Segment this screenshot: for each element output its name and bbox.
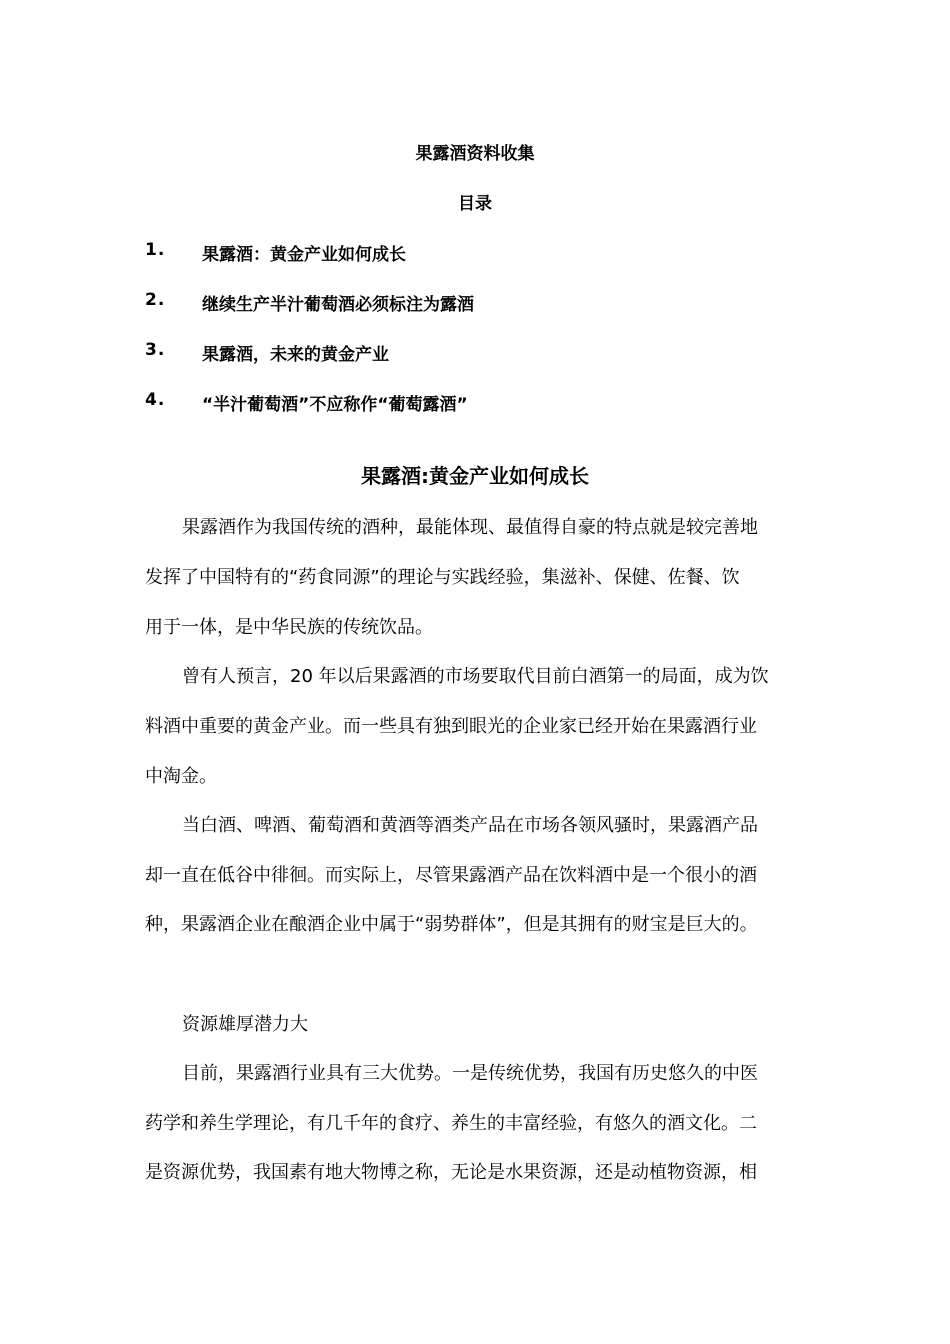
paragraph-line: 料酒中重要的黄金产业。而一些具有独到眼光的企业家已经开始在果露酒行业 <box>145 716 757 737</box>
toc-item-number: 4. <box>145 390 166 410</box>
toc-item-number: 3. <box>145 340 166 360</box>
section-title: 果露酒:黄金产业如何成长 <box>361 464 589 488</box>
paragraph-line: 发挥了中国特有的“药食同源”的理论与实践经验，集滋补、保健、佐餐、饮 <box>145 567 740 588</box>
paragraph-line: 是资源优势，我国素有地大物博之称，无论是水果资源，还是动植物资源，相 <box>145 1162 757 1183</box>
toc-item-text[interactable]: 继续生产半汁葡萄酒必须标注为露酒 <box>202 295 474 315</box>
toc-item-number: 1. <box>145 240 166 260</box>
paragraph-line: 却一直在低谷中徘徊。而实际上，尽管果露酒产品在饮料酒中是一个很小的酒 <box>145 865 757 886</box>
toc-item-number: 2. <box>145 290 166 310</box>
toc-item-text[interactable]: 果露酒：黄金产业如何成长 <box>202 245 406 265</box>
paragraph-line: 曾有人预言，20 年以后果露酒的市场要取代目前白酒第一的局面，成为饮 <box>182 666 769 687</box>
toc-item-text[interactable]: “半汁葡萄酒”不应称作“葡萄露酒” <box>202 395 468 415</box>
document-title: 果露酒资料收集 <box>415 144 535 164</box>
paragraph-line: 药学和养生学理论，有几千年的食疗、养生的丰富经验，有悠久的酒文化。二 <box>145 1113 757 1134</box>
toc-item-text[interactable]: 果露酒，未来的黄金产业 <box>202 345 389 365</box>
paragraph-line: 用于一体，是中华民族的传统饮品。 <box>145 617 433 638</box>
paragraph-line: 目前，果露酒行业具有三大优势。一是传统优势，我国有历史悠久的中医 <box>182 1063 758 1084</box>
subheading: 资源雄厚潜力大 <box>182 1014 308 1035</box>
paragraph-line: 当白酒、啤酒、葡萄酒和黄酒等酒类产品在市场各领风骚时，果露酒产品 <box>182 815 758 836</box>
paragraph-line: 种，果露酒企业在酿酒企业中属于“弱势群体”，但是其拥有的财宝是巨大的。 <box>145 914 758 935</box>
paragraph-line: 中淘金。 <box>145 766 217 787</box>
paragraph-line: 果露酒作为我国传统的酒种，最能体现、最值得自豪的特点就是较完善地 <box>182 517 758 538</box>
toc-heading: 目录 <box>458 194 492 214</box>
